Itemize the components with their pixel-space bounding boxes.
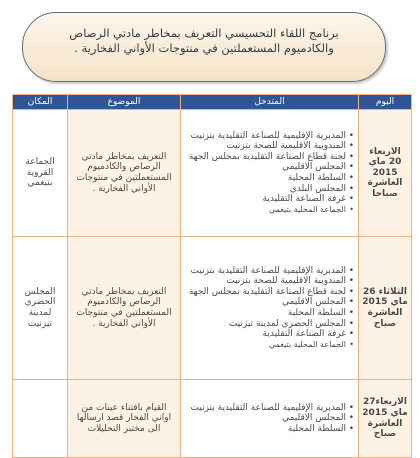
speaker-list	[184, 403, 355, 435]
table-row	[13, 237, 412, 380]
speaker-item: • غرفة الصناعة التقليدية	[184, 194, 346, 205]
speaker-list	[184, 266, 355, 351]
speaker-item: • المجلس الاقليمي	[184, 162, 346, 173]
place-cell: الجماعة القروية بتيغمي	[13, 110, 68, 237]
header-day: اليوم	[359, 95, 412, 110]
speaker-item: • الجماعة المحلية بتيغمي	[184, 205, 346, 216]
topic-cell: التعريف بمخاطر مادتي الرصاص والكادميوم المستعملتين في منتوجات الأواني الفخارية .	[68, 237, 181, 380]
program-table	[12, 94, 412, 458]
speaker-item: • المديرية الإقليمية للصناعة التقليدية بتزنيت	[184, 266, 346, 277]
program-title: برنامج اللقاء التحسيسي التعريف بمخاطر مادتي الرصاص والكادميوم المستعملتين في منتوجات الأواني الفخارية .	[69, 26, 339, 55]
place-cell	[13, 380, 68, 458]
speaker-item: • المديرية الإقليمية للصناعة التقليدية بتزنيت	[184, 403, 346, 414]
speaker-item: • الجماعة المحلية بتيغمي	[184, 340, 346, 351]
speaker-item: • المندوبية الاقليمية للصحة بتزنيت	[184, 141, 346, 152]
table-row	[13, 110, 412, 237]
speaker-item: • لجنة قطاع الصناعة التقليدية بمجلس الجهة	[184, 287, 346, 298]
speaker-item: • المندوبية الاقليمية للصحة بتزنيت	[184, 276, 346, 287]
place-cell: المجلس الحضري لمدينة تيزنيت	[13, 237, 68, 380]
topic-cell: التعريف بمخاطر مادتي الرصاص والكادميوم المستعملتين في منتوجات الأواني الفخارية .	[68, 110, 181, 237]
speakers-cell	[181, 380, 359, 458]
speaker-item: • المجلس الاقليمي	[184, 413, 346, 424]
speaker-item: • السلطة المحلية	[184, 173, 346, 184]
speaker-item: • المجلس الاقليمي	[184, 297, 346, 308]
speaker-item: • المجلس الحضري لمدينة تيزنيت	[184, 319, 346, 330]
table-header-row	[13, 95, 412, 110]
header-place: المكان	[13, 95, 68, 110]
speaker-item: • السلطة المحلية	[184, 424, 346, 435]
speaker-item: • المديرية الإقليمية للصناعة التقليدية بتزنيت	[184, 131, 346, 142]
speaker-item: • السلطة المحلية	[184, 308, 346, 319]
table-row	[13, 380, 412, 458]
day-cell: الثلاثاء 26 ماي 2015 العاشرة صباح	[359, 237, 412, 380]
speaker-item: • لجنة قطاع الصناعة التقليدية بمجلس الجهة	[184, 152, 346, 163]
speakers-cell	[181, 237, 359, 380]
speakers-cell	[181, 110, 359, 237]
speaker-item: • المجلس البلدي	[184, 184, 346, 195]
speaker-list	[184, 131, 355, 216]
program-title-banner	[22, 12, 386, 82]
speaker-item: • غرفة الصناعة التقليدية	[184, 329, 346, 340]
header-speaker: المتدخل	[181, 95, 359, 110]
day-cell: الاربعاء 20 ماي 2015 العاشرة صباحا	[359, 110, 412, 237]
day-cell: الاربعاء27 ماي 2015 العاشرة صباح	[359, 380, 412, 458]
header-topic: الموضوع	[68, 95, 181, 110]
topic-cell: القيام باقتناء عينات من اواني الفخار قصد ارسالها الى مختبر التحليلات	[68, 380, 181, 458]
